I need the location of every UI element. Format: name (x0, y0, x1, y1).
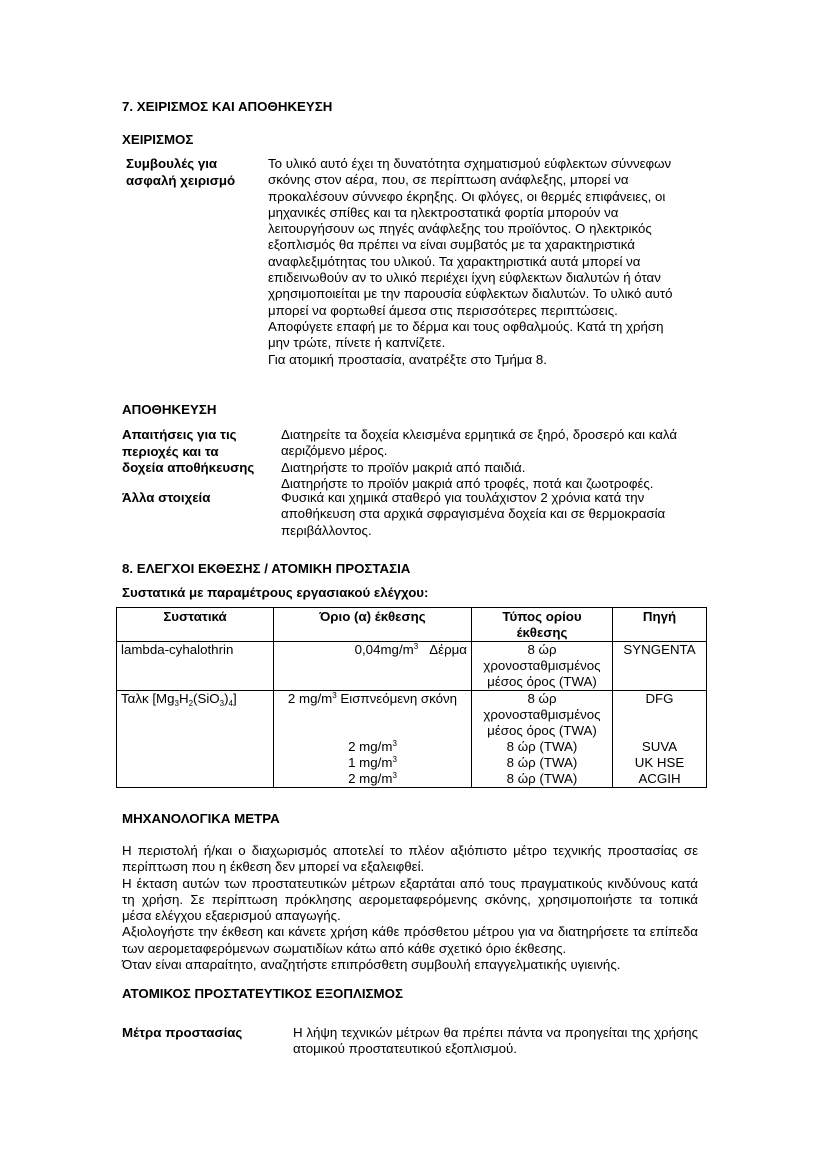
handling-advice-text: Το υλικό αυτό έχει τη δυνατότητα σχηματισμού εύφλεκτων σύννεφων σκόνης στον αέρα, που, σε περίπτωση ανάφλεξης, μπορεί να προκαλέσουν σύννεφο έκρηξης. Οι φλόγες, οι θερμές επιφάνειες, οι μηχανικές σπίθες και τα ηλεκτροστατικά φορτία μπορούν να λειτουργήσουν ως πηγές ανάφλεξης του προϊόντος. Ο ηλεκτρικός εξοπλισμός θα πρέπει να είναι συμβατός με τα χαρακτηριστικά αναφλεξιμότητας του υλικού. Τα χαρακτηριστικά αυτά μπορεί να επιδεινωθούν αν το υλικό περιέχει ίχνη εύφλεκτων διαλυτών ή όταν χρησιμοποιείται με την παρουσία εύφλεκτων διαλυτών. Το υλικό αυτό μπορεί να φορτωθεί άμεσα στις περισσότερες περιπτώσεις. Αποφύγετε επαφή με το δέρμα και τους οφθαλμούς. Κατά τη χρήση μην τρώτε, πίνετε ή καπνίζετε. Για ατομική προστασία, ανατρέξτε στο Τμήμα 8. (268, 156, 673, 367)
header-source: Πηγή (613, 608, 707, 642)
engineering-text: Η περιστολή ή/και ο διαχωρισμός αποτελεί το πλέον αξιόπιστο μέτρο τεχνικής προστασίας σε περίπτωση που η έκθεση δεν μπορεί να εξαλειφθεί. Η έκταση αυτών των προστατευτικών μέτρων εξαρτάται από τους πραγματικούς κινδύνους κατά τη χρήση. Σε περίπτωση πρόκλησης αερομεταφερόμενης σκόνης, χρησιμοποιήστε τα τοπικά μέσα ελέγχου εξαερισμού απαγωγής. Αξιολογήστε την έκθεση και κάνετε χρήση κάθε πρόσθετου μέτρου για να διατηρήσετε τα επίπεδα των αερομεταφερόμενων σωματιδίων κάτω από κάθε σχετικό όριο έκθεσης. Όταν είναι απαραίτητο, αναζητήστε επιπρόσθετη συμβουλή επαγγελματικής υγιεινής. (122, 843, 698, 973)
exposure-limits-table (116, 607, 707, 788)
cell-source: DFG SUVA UK HSE ACGIH (613, 691, 707, 788)
ppe-heading: ΑΤΟΜΙΚΟΣ ΠΡΟΣΤΑΤΕΥΤΙΚΟΣ ΕΞΟΠΛΙΣΜΟΣ (122, 986, 403, 1001)
table-header-row (117, 608, 707, 642)
header-exposure-limit: Όριο (α) έκθεσης (274, 608, 472, 642)
cell-component: Ταλκ $[Mg_3H_2(SiO_3)_4]$ (117, 691, 274, 788)
handling-heading: ΧΕΙΡΙΣΜΟΣ (122, 132, 194, 147)
storage-requirements-text: Διατηρείτε τα δοχεία κλεισμένα ερμητικά σε ξηρό, δροσερό και καλά αεριζόμενο μέρος. Διατηρήστε το προϊόν μακριά από παιδιά. Διατηρήστε το προϊόν μακριά από τροφές, ποτά και ζωοτροφές. (281, 427, 678, 491)
header-limit-type: Τύπος ορίου έκθεσης (472, 608, 613, 642)
table-caption: Συστατικά με παραμέτρους εργασιακού ελέγχου: (122, 585, 429, 600)
other-info-text: Φυσικά και χημικά σταθερό για τουλάχιστον 2 χρόνια κατά την αποθήκευση στα αρχικά σφραγισμένα δοχεία και σε θερμοκρασία περιβάλλοντος. (281, 490, 666, 538)
ppe-text: Η λήψη τεχνικών μέτρων θα πρέπει πάντα να προηγείται της χρήσης ατομικού προστατευτικού εξοπλισμού. (293, 1025, 698, 1057)
cell-source: SYNGENTA (613, 642, 707, 691)
section-7-title: 7. ΧΕΙΡΙΣΜΟΣ ΚΑΙ ΑΠΟΘΗΚΕΥΣΗ (122, 99, 333, 114)
storage-requirements-label: Απαιτήσεις για τις περιοχές και τα δοχεία αποθήκευσης (122, 427, 255, 475)
cell-component: lambda-cyhalothrin (117, 642, 274, 691)
cell-limit: $0,04mg/m^3$ Δέρμα (274, 642, 472, 691)
table-row (117, 691, 707, 788)
section-8-title: 8. ΕΛΕΓΧΟΙ ΕΚΘΕΣΗΣ / ΑΤΟΜΙΚΗ ΠΡΟΣΤΑΣΙΑ (122, 561, 411, 576)
cell-limit-type: 8 ώρ χρονοσταθμισμένος μέσος όρος (TWA) (472, 642, 613, 691)
other-info-label: Άλλα στοιχεία (122, 490, 211, 505)
table-row (117, 642, 707, 691)
engineering-heading: ΜΗΧΑΝΟΛΟΓΙΚΑ ΜΕΤΡΑ (122, 811, 280, 826)
cell-limit-type: 8 ώρ χρονοσταθμισμένος μέσος όρος (TWA) 8 ώρ (TWA) 8 ώρ (TWA) 8 ώρ (TWA) (472, 691, 613, 788)
ppe-label: Μέτρα προστασίας (122, 1025, 243, 1040)
cell-limit: 2 $mg/m^3$ Εισπνεόμενη σκόνη 2 $mg/m^3$ 1 $mg/m^3$ 2 $mg/m^3$ (274, 691, 472, 788)
storage-heading: ΑΠΟΘΗΚΕΥΣΗ (122, 402, 217, 417)
handling-label: Συμβουλές για ασφαλή χειρισμό (126, 156, 236, 188)
header-component: Συστατικά (117, 608, 274, 642)
